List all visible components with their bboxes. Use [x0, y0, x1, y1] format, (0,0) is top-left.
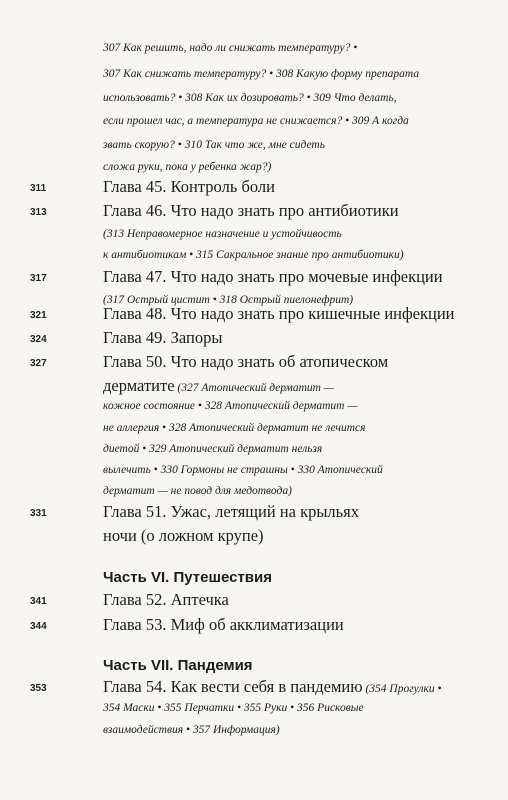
chapter-subtopics: вылечить • 330 Гормоны не страшны • 330 Атопический — [103, 464, 383, 476]
chapter-title-continued: ночи (о ложном крупе) — [103, 526, 264, 545]
chapter-subtopics-inline: (327 Атопический дерматит — — [174, 382, 335, 394]
page-number: 317 — [30, 273, 47, 284]
chapter-title-text: Глава 54. Как вести себя в пандемию — [103, 677, 363, 696]
chapter-subtopics: к антибиотикам • 315 Сакральное знание про антибиотики) — [103, 249, 404, 261]
chapter-title-continued — [103, 375, 483, 399]
chapter-title — [103, 676, 483, 700]
chapter-title-word: дерматите — [103, 376, 175, 395]
chapter-title: Глава 52. Аптечка — [103, 590, 229, 609]
chapter-subtopics-inline: (354 Прогулки • — [362, 683, 442, 695]
part-heading: Часть VI. Путешествия — [103, 569, 272, 586]
toc-subtopics-line: сложа руки, пока у ребенка жар?) — [103, 161, 272, 173]
page-number: 353 — [30, 683, 47, 694]
page-number: 313 — [30, 207, 47, 218]
toc-subtopics-line: звать скорую? • 310 Так что же, мне сидеть — [103, 139, 325, 151]
chapter-title: Глава 50. Что надо знать об атопическом — [103, 352, 389, 371]
chapter-subtopics: дерматит — не повод для медотвода) — [103, 485, 292, 497]
chapter-subtopics: (317 Острый цистит • 318 Острый пиелонефрит) — [103, 294, 354, 306]
chapter-subtopics: взаимодействия • 357 Информация) — [103, 724, 280, 736]
part-heading: Часть VII. Пандемия — [103, 657, 253, 674]
page-number: 321 — [30, 310, 47, 321]
chapter-title: Глава 53. Миф об акклиматизации — [103, 615, 344, 634]
toc-subtopics-line: если прошел час, а температура не снижается? • 309 А когда — [103, 115, 409, 127]
chapter-title: Глава 49. Запоры — [103, 328, 223, 347]
chapter-title: Глава 46. Что надо знать про антибиотики — [103, 201, 399, 220]
chapter-subtopics: (313 Неправомерное назначение и устойчивость — [103, 228, 342, 240]
toc-subtopics-line: использовать? • 308 Как их дозировать? • 309 Что делать, — [103, 92, 397, 104]
page-number: 324 — [30, 334, 47, 345]
chapter-subtopics: 354 Маски • 355 Перчатки • 355 Руки • 356 Рисковые — [103, 702, 364, 714]
page-number: 344 — [30, 621, 47, 632]
chapter-subtopics: не аллергия • 328 Атопический дерматит не лечится — [103, 422, 366, 434]
chapter-subtopics: кожное состояние • 328 Атопический дерматит — — [103, 400, 358, 412]
page-number: 331 — [30, 508, 47, 519]
toc-subtopics-line: 307 Как решить, надо ли снижать температуру? • — [103, 42, 358, 54]
chapter-title: Глава 45. Контроль боли — [103, 177, 275, 196]
chapter-title: Глава 51. Ужас, летящий на крыльях — [103, 502, 360, 521]
chapter-title: Глава 48. Что надо знать про кишечные инфекции — [103, 304, 455, 323]
page-number: 327 — [30, 358, 47, 369]
chapter-subtopics: диетой • 329 Атопический дерматит нельзя — [103, 443, 323, 455]
chapter-title: Глава 47. Что надо знать про мочевые инфекции — [103, 267, 443, 286]
page-number: 311 — [30, 183, 47, 194]
page-number: 341 — [30, 596, 47, 607]
toc-subtopics-line: 307 Как снижать температуру? • 308 Какую форму препарата — [103, 68, 420, 80]
